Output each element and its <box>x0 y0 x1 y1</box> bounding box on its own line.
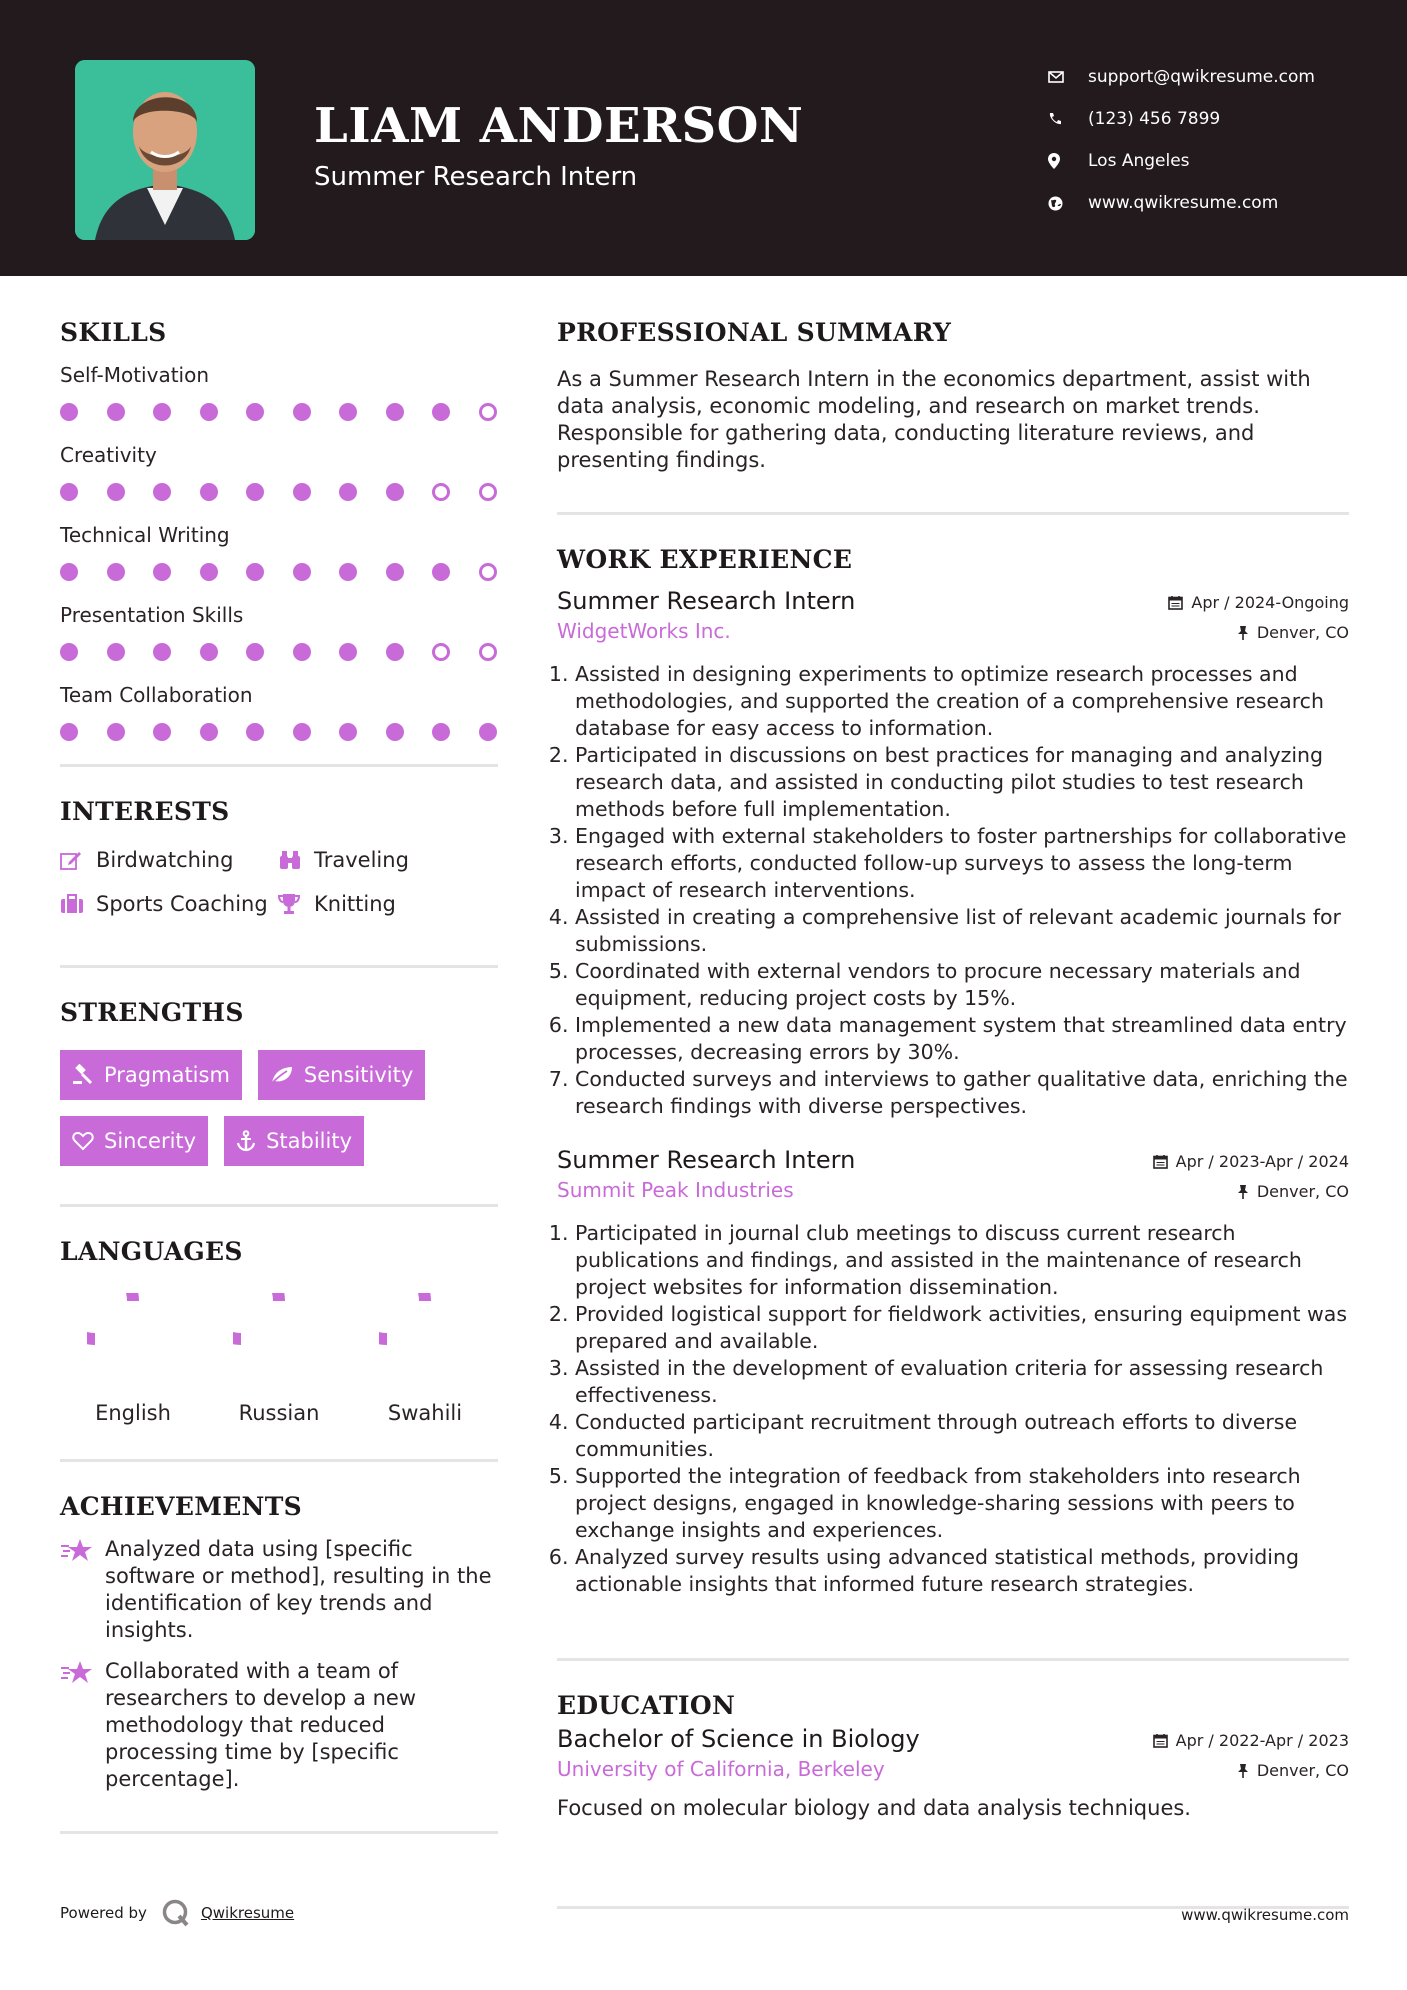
experience-title: WORK EXPERIENCE <box>557 545 853 574</box>
powered-by-label: Powered by <box>60 1904 147 1922</box>
rating-dot-filled <box>339 723 357 741</box>
interests-list <box>60 843 498 921</box>
job-title: Summer Research Intern <box>557 1146 856 1174</box>
rating-dot-filled <box>386 403 404 421</box>
achievement-text: Analyzed data using [specific software or method], resulting in the identification of key trends and insights. <box>105 1537 492 1642</box>
rating-dot-filled <box>60 643 78 661</box>
rating-dot-filled <box>153 643 171 661</box>
skills-list <box>60 360 498 754</box>
rating-dot-filled <box>60 483 78 501</box>
strength-chip <box>258 1050 425 1100</box>
job-location: Denver, CO <box>1256 622 1349 642</box>
education-description: Focused on molecular biology and data analysis techniques. <box>557 1796 1191 1820</box>
skill-rating <box>60 630 498 674</box>
interest-label: Birdwatching <box>96 848 234 872</box>
job-entry <box>557 1146 1349 1598</box>
pencil-icon <box>60 850 96 870</box>
profile-photo <box>75 60 255 240</box>
rating-dot-filled <box>293 483 311 501</box>
rating-dot-empty <box>479 643 497 661</box>
qwikresume-logo-icon <box>161 1898 191 1928</box>
rating-dot-filled <box>200 643 218 661</box>
rating-dot-filled <box>153 723 171 741</box>
contact-email-text: support@qwikresume.com <box>1088 67 1315 87</box>
rating-dot-empty <box>432 483 450 501</box>
contact-phone[interactable] <box>1048 98 1315 140</box>
language-item <box>206 1293 352 1425</box>
strength-chip <box>60 1116 208 1166</box>
skill-name: Technical Writing <box>60 523 230 547</box>
school-name: University of California, Berkeley <box>557 1757 885 1781</box>
rating-dot-filled <box>60 723 78 741</box>
education-meta <box>1153 1725 1349 1785</box>
rating-dot-filled <box>339 483 357 501</box>
skill-name: Self-Motivation <box>60 363 210 387</box>
main-column <box>557 318 1349 1822</box>
skill-rating <box>60 390 498 434</box>
strengths-title: STRENGTHS <box>60 998 244 1027</box>
section-divider <box>60 1459 498 1462</box>
calendar-icon <box>1153 1733 1168 1748</box>
rating-dot-filled <box>293 563 311 581</box>
qwikresume-link[interactable]: Qwikresume <box>200 1904 295 1922</box>
rating-dot-filled <box>107 723 125 741</box>
achievement-item <box>60 1658 498 1793</box>
company-name: WidgetWorks Inc. <box>557 619 731 643</box>
strength-label: Pragmatism <box>104 1063 230 1087</box>
rating-dot-filled <box>60 403 78 421</box>
rating-dot-filled <box>293 403 311 421</box>
rating-dot-filled <box>200 723 218 741</box>
languages-title: LANGUAGES <box>60 1237 243 1266</box>
education-header <box>557 1725 1349 1785</box>
section-divider <box>557 512 1349 515</box>
job-entry <box>557 587 1349 1120</box>
rating-dot-filled <box>339 643 357 661</box>
interest-label: Knitting <box>314 892 396 916</box>
job-bullet: 4. Conducted participant recruitment through outreach efforts to diverse communities. <box>575 1409 1349 1463</box>
job-bullet: 2. Participated in discussions on best practices for managing and analyzing research data, and assisted in conducting pilot studies to test research methods before full implementation. <box>575 742 1349 823</box>
rating-dot-filled <box>432 403 450 421</box>
strength-label: Stability <box>266 1129 353 1153</box>
powered-by <box>60 1898 294 1928</box>
rating-dot-filled <box>339 563 357 581</box>
skill-rating <box>60 470 498 514</box>
suitcase-icon <box>60 894 96 914</box>
rating-dot-filled <box>246 643 264 661</box>
globe-icon <box>1048 196 1088 211</box>
calendar-icon <box>1153 1154 1168 1169</box>
skill-rating <box>60 550 498 594</box>
language-item <box>352 1293 498 1425</box>
interest-label: Sports Coaching <box>96 892 268 916</box>
rating-dot-filled <box>153 563 171 581</box>
interests-title: INTERESTS <box>60 797 230 826</box>
education-location: Denver, CO <box>1256 1760 1349 1780</box>
rating-dot-filled <box>386 563 404 581</box>
rating-dot-filled <box>107 563 125 581</box>
skill-name: Team Collaboration <box>60 683 253 707</box>
job-title: Summer Research Intern <box>557 587 856 615</box>
rating-dot-filled <box>107 483 125 501</box>
job-bullets <box>557 1220 1349 1598</box>
section-divider <box>60 1204 498 1207</box>
rating-dot-empty <box>479 403 497 421</box>
contact-location-text: Los Angeles <box>1088 151 1190 171</box>
contact-location <box>1048 140 1315 182</box>
language-name: Swahili <box>387 1401 463 1425</box>
rating-dot-filled <box>293 643 311 661</box>
job-bullet: 1. Assisted in designing experiments to optimize research processes and methodologies, and supported the creation of a comprehensive research database for easy access to information. <box>575 661 1349 742</box>
job-bullet: 5. Supported the integration of feedback from stakeholders into research project designs, engaged in knowledge-sharing sessions with peers to exchange insights and experiences. <box>575 1463 1349 1544</box>
rating-dot-empty <box>432 643 450 661</box>
rating-dot-filled <box>479 723 497 741</box>
rating-dot-empty <box>479 563 497 581</box>
sidebar <box>60 318 498 1834</box>
strengths-list <box>60 1050 500 1166</box>
strength-chip <box>224 1116 364 1166</box>
rating-dot-filled <box>153 483 171 501</box>
interest-item <box>278 887 498 921</box>
job-bullet: 3. Engaged with external stakeholders to foster partnerships for collaborative research efforts, conducted follow-up surveys to assess the long-term impact of research interventions. <box>575 823 1349 904</box>
language-level-arc <box>87 1293 133 1339</box>
heart-icon <box>72 1131 94 1151</box>
job-header <box>557 1146 1349 1206</box>
interest-item <box>60 843 278 877</box>
rating-dot-filled <box>386 723 404 741</box>
job-bullet: 3. Assisted in the development of evaluation criteria for assessing research effectiveness. <box>575 1355 1349 1409</box>
language-level-gauge <box>87 1293 179 1385</box>
candidate-role: Summer Research Intern <box>314 162 638 192</box>
strength-chip <box>60 1050 242 1100</box>
language-level-gauge <box>379 1293 471 1385</box>
strength-label: Sensitivity <box>303 1063 414 1087</box>
footer-website[interactable]: www.qwikresume.com <box>1181 1906 1349 1924</box>
contact-phone-text: (123) 456 7899 <box>1088 109 1221 129</box>
rating-dot-empty <box>479 483 497 501</box>
job-date: Apr / 2023-Apr / 2024 <box>1175 1151 1349 1171</box>
rating-dot-filled <box>200 483 218 501</box>
leaf-icon <box>270 1065 294 1085</box>
achievement-item <box>60 1536 498 1644</box>
rating-dot-filled <box>432 563 450 581</box>
language-level-gauge <box>233 1293 325 1385</box>
rating-dot-filled <box>107 643 125 661</box>
strength-label: Sincerity <box>104 1129 197 1153</box>
education-date: Apr / 2022-Apr / 2023 <box>1175 1730 1349 1750</box>
language-item <box>60 1293 206 1425</box>
skill-rating <box>60 710 498 754</box>
map-pin-icon <box>1048 153 1088 169</box>
interest-item <box>60 887 278 921</box>
job-header <box>557 587 1349 647</box>
achievements-title: ACHIEVEMENTS <box>60 1492 302 1521</box>
anchor-icon <box>236 1130 256 1152</box>
section-divider <box>60 965 498 968</box>
experience-list <box>557 587 1349 1598</box>
rating-dot-filled <box>200 403 218 421</box>
contact-website-text: www.qwikresume.com <box>1088 193 1279 213</box>
rating-dot-filled <box>293 723 311 741</box>
languages-list <box>60 1293 498 1425</box>
degree-title: Bachelor of Science in Biology <box>557 1725 920 1753</box>
pushpin-icon <box>1237 1184 1249 1199</box>
rating-dot-filled <box>246 483 264 501</box>
phone-icon <box>1048 112 1088 126</box>
section-divider <box>60 764 498 767</box>
rating-dot-filled <box>107 403 125 421</box>
contact-email[interactable] <box>1048 56 1315 98</box>
star-icon <box>60 1658 105 1793</box>
rating-dot-filled <box>246 723 264 741</box>
job-bullet: 5. Coordinated with external vendors to procure necessary materials and equipment, reducing project costs by 15%. <box>575 958 1349 1012</box>
job-meta <box>1153 1146 1349 1206</box>
interest-item <box>278 843 498 877</box>
rating-dot-filled <box>246 563 264 581</box>
pushpin-icon <box>1237 625 1249 640</box>
skill-name: Creativity <box>60 443 157 467</box>
rating-dot-filled <box>153 403 171 421</box>
job-bullet: 6. Implemented a new data management system that streamlined data entry processes, decreasing errors by 30%. <box>575 1012 1349 1066</box>
job-bullet: 6. Analyzed survey results using advanced statistical methods, providing actionable insights that informed future research strategies. <box>575 1544 1349 1598</box>
language-level-arc <box>379 1293 425 1339</box>
interest-label: Traveling <box>314 848 409 872</box>
skill-name: Presentation Skills <box>60 603 244 627</box>
star-icon <box>60 1536 105 1644</box>
rating-dot-filled <box>386 643 404 661</box>
calendar-icon <box>1168 595 1183 610</box>
contact-list <box>1048 56 1315 224</box>
job-bullet: 1. Participated in journal club meetings to discuss current research publications and findings, and assisted in the maintenance of research project websites for information dissemination. <box>575 1220 1349 1301</box>
achievement-text: Collaborated with a team of researchers to develop a new methodology that reduced processing time by [specific percentage]. <box>105 1659 417 1791</box>
pushpin-icon <box>1237 1763 1249 1778</box>
candidate-name: LIAM ANDERSON <box>314 98 804 154</box>
rating-dot-filled <box>386 483 404 501</box>
rating-dot-filled <box>339 403 357 421</box>
job-location: Denver, CO <box>1256 1181 1349 1201</box>
education-title: EDUCATION <box>557 1691 736 1720</box>
rating-dot-filled <box>246 403 264 421</box>
job-bullet: 2. Provided logistical support for fieldwork activities, ensuring equipment was prepared and available. <box>575 1301 1349 1355</box>
language-name: Russian <box>238 1401 320 1425</box>
trophy-icon <box>278 893 314 915</box>
rating-dot-filled <box>60 563 78 581</box>
binoculars-icon <box>278 850 314 870</box>
job-bullet: 7. Conducted surveys and interviews to gather qualitative data, enriching the research findings with diverse perspectives. <box>575 1066 1349 1120</box>
company-name: Summit Peak Industries <box>557 1178 794 1202</box>
job-date: Apr / 2024-Ongoing <box>1191 592 1349 612</box>
skills-title: SKILLS <box>60 318 167 347</box>
summary-text: As a Summer Research Intern in the economics department, assist with data analysis, economic modeling, and research on market trends. Responsible for gathering data, conducting literature reviews, and presenting findings. <box>557 367 1311 472</box>
job-bullets <box>557 661 1349 1120</box>
resume-header <box>0 0 1407 276</box>
job-meta <box>1168 587 1349 647</box>
job-bullet: 4. Assisted in creating a comprehensive list of relevant academic journals for submissions. <box>575 904 1349 958</box>
summary-title: PROFESSIONAL SUMMARY <box>557 318 952 347</box>
envelope-icon <box>1048 71 1088 83</box>
rating-dot-filled <box>200 563 218 581</box>
contact-website[interactable] <box>1048 182 1315 224</box>
rating-dot-filled <box>432 723 450 741</box>
language-level-arc <box>233 1293 279 1339</box>
section-divider <box>60 1831 498 1834</box>
section-divider <box>557 1658 1349 1661</box>
gavel-icon <box>72 1064 94 1086</box>
language-name: English <box>95 1401 171 1425</box>
